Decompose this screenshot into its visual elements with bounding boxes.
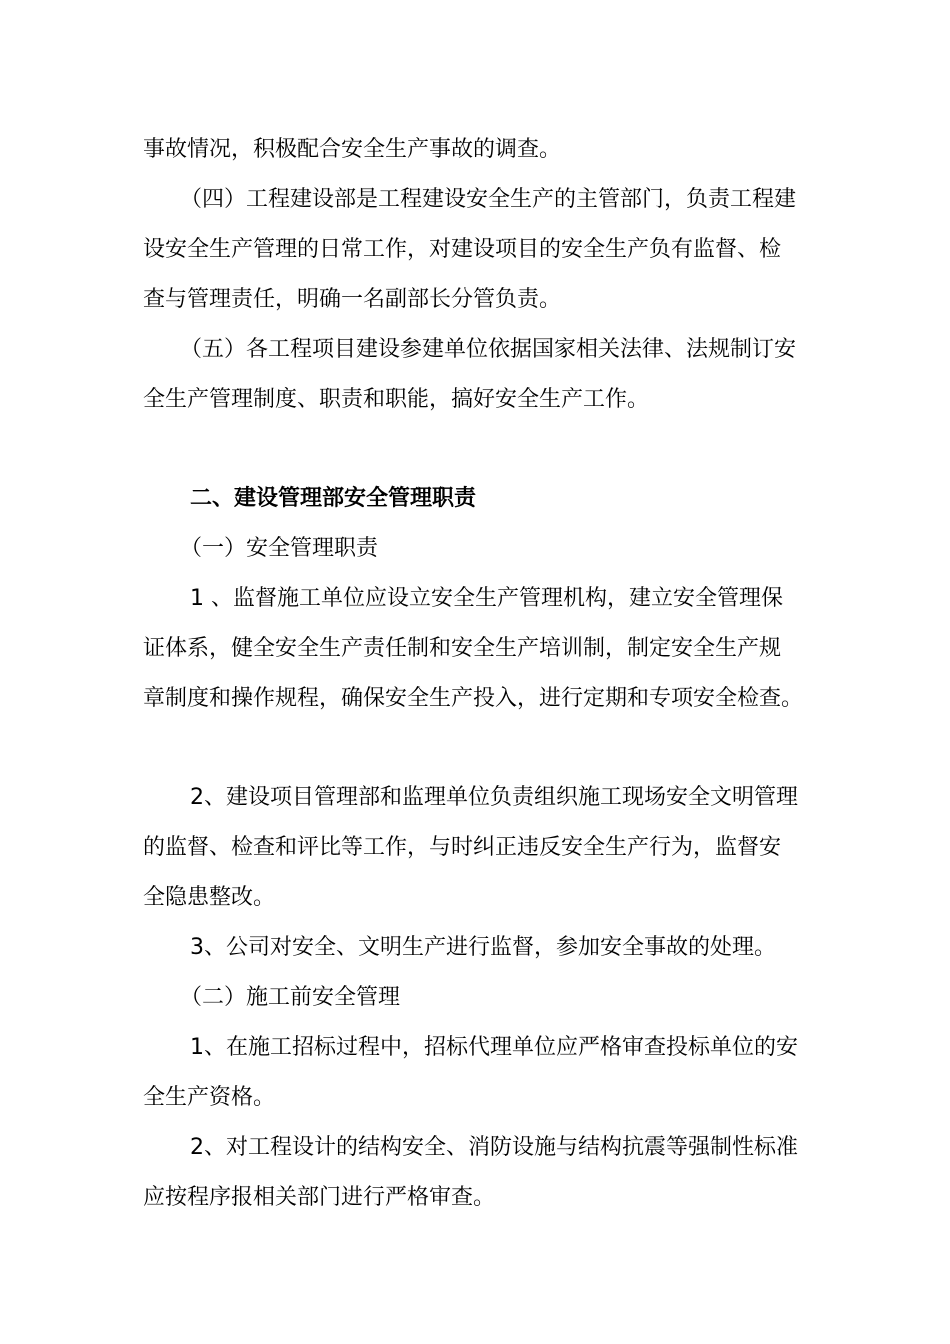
- paragraph-line: 3、公司对安全、文明生产进行监督，参加安全事故的处理。: [190, 935, 776, 960]
- paragraph-line: 全生产管理制度、职责和职能，搞好安全生产工作。: [143, 387, 650, 412]
- paragraph-line: 设安全生产管理的日常工作，对建设项目的安全生产负有监督、检: [143, 237, 782, 262]
- paragraph-line: 事故情况，积极配合安全生产事故的调查。: [143, 137, 562, 162]
- paragraph-line: 1、在施工招标过程中，招标代理单位应严格审查投标单位的安: [190, 1035, 798, 1060]
- section-heading: 二、建设管理部安全管理职责: [190, 486, 477, 511]
- paragraph-line: （五）各工程项目建设参建单位依据国家相关法律、法规制订安: [180, 337, 797, 362]
- paragraph-line: 1 、监督施工单位应设立安全生产管理机构，建立安全管理保: [190, 586, 783, 611]
- paragraph-line: 全生产资格。: [143, 1085, 276, 1110]
- paragraph-line: 2、对工程设计的结构安全、消防设施与结构抗震等强制性标准: [190, 1135, 798, 1160]
- paragraph-line: 的监督、检查和评比等工作，与时纠正违反安全生产行为，监督安: [143, 835, 782, 860]
- paragraph-line: 证体系，健全安全生产责任制和安全生产培训制，制定安全生产规: [143, 636, 782, 661]
- paragraph-line: 全隐患整改。: [143, 885, 276, 910]
- paragraph-line: 2、建设项目管理部和监理单位负责组织施工现场安全文明管理: [190, 785, 798, 810]
- subsection-heading: （一）安全管理职责: [180, 536, 379, 561]
- paragraph-line: 查与管理责任，明确一名副部长分管负责。: [143, 287, 562, 312]
- paragraph-line: 应按程序报相关部门进行严格审查。: [143, 1185, 496, 1210]
- paragraph-line: 章制度和操作规程，确保安全生产投入，进行定期和专项安全检查。: [143, 686, 804, 711]
- subsection-heading: （二）施工前安全管理: [180, 985, 401, 1010]
- paragraph-line: （四）工程建设部是工程建设安全生产的主管部门，负责工程建: [180, 187, 797, 212]
